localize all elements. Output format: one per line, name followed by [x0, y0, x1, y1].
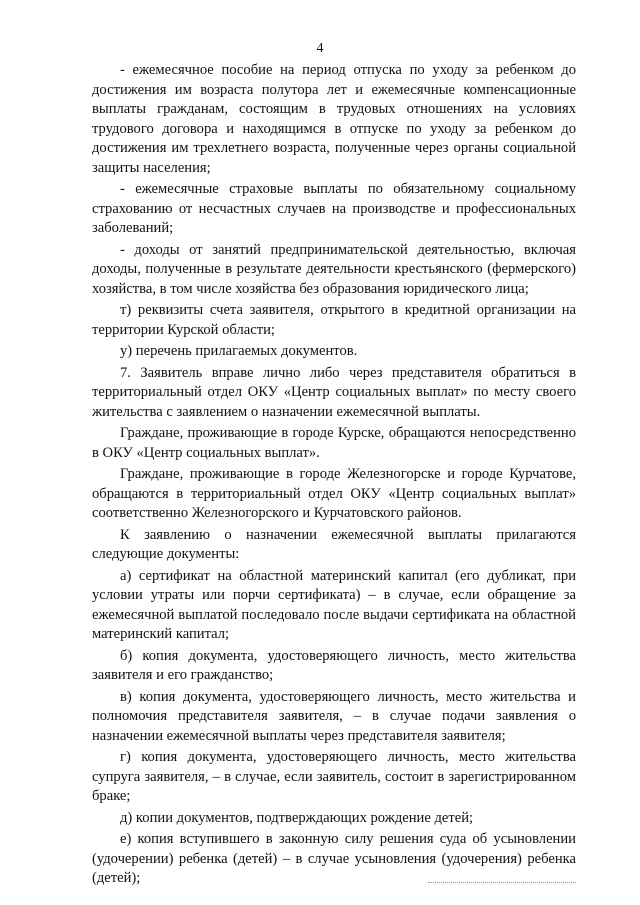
paragraph-item-v: в) копия документа, удостоверяющего личность, место жительства и полномочия представителя заявителя, – в случае подачи заявления о назначении ежемесячной выплаты через представителя заявителя; [92, 688, 576, 744]
paragraph-clause-7: 7. Заявитель вправе лично либо через представителя обратиться в территориальный отдел ОКУ «Центр социальных выплат» по месту своего жительства с заявлением о назначении ежемесячной выплаты. [92, 364, 576, 420]
paragraph-kursk-citizens: Граждане, проживающие в городе Курске, обращаются непосредственно в ОКУ «Центр социальных выплат». [92, 425, 576, 461]
paragraph-item-a: а) сертификат на областной материнский капитал (его дубликат, при условии утраты или порчи сертификата) – в случае, если обращение за ежемесячной выплатой последовало после выдачи сертификата на областной материнский капитал; [92, 567, 576, 642]
paragraph-business-income: - доходы от занятий предпринимательской деятельностью, включая доходы, полученные в результате деятельности крестьянского (фермерского) хозяйства, в том числе хозяйства без образования юридического лица; [92, 241, 576, 297]
document-body [92, 61, 576, 891]
footer-dotted-mark [428, 880, 576, 883]
paragraph-item-t: т) реквизиты счета заявителя, открытого в кредитной организации на территории Курской области; [92, 302, 576, 338]
paragraph-documents-intro: К заявлению о назначении ежемесячной выплаты прилагаются следующие документы: [92, 526, 576, 562]
paragraph-item-e: е) копия вступившего в законную силу решения суда об усыновлении (удочерении) ребенка (детей) – в случае усыновления (удочерения) ребенка (детей); [92, 831, 576, 886]
paragraph-zheleznogorsk-kurchatov: Граждане, проживающие в городе Железногорске и городе Курчатове, обращаются в территориальный отдел ОКУ «Центр социальных выплат» соответственно Железногорского и Курчатовского районов. [92, 466, 576, 521]
paragraph-monthly-allowance: - ежемесячное пособие на период отпуска по уходу за ребенком до достижения им возраста полутора лет и ежемесячные компенсационные выплаты гражданам, состоящим в трудовых отношениях на условиях трудового договора и находящимся в отпуске по уходу за ребенком до достижения им трехлетнего возраста, полученные через органы социальной защиты населения; [92, 62, 576, 176]
paragraph-item-b: б) копия документа, удостоверяющего личность, место жительства заявителя и его гражданство; [92, 647, 576, 683]
paragraph-item-g: г) копия документа, удостоверяющего личность, место жительства супруга заявителя, – в случае, если заявитель, состоит в зарегистрированном браке; [92, 749, 576, 804]
paragraph-insurance-payments: - ежемесячные страховые выплаты по обязательному социальному страхованию от несчастных случаев на производстве и профессиональных заболеваний; [92, 181, 576, 236]
paragraph-item-u: у) перечень прилагаемых документов. [120, 343, 358, 359]
paragraph-item-d: д) копии документов, подтверждающих рождение детей; [120, 809, 474, 826]
page-number: 4 [316, 41, 324, 56]
